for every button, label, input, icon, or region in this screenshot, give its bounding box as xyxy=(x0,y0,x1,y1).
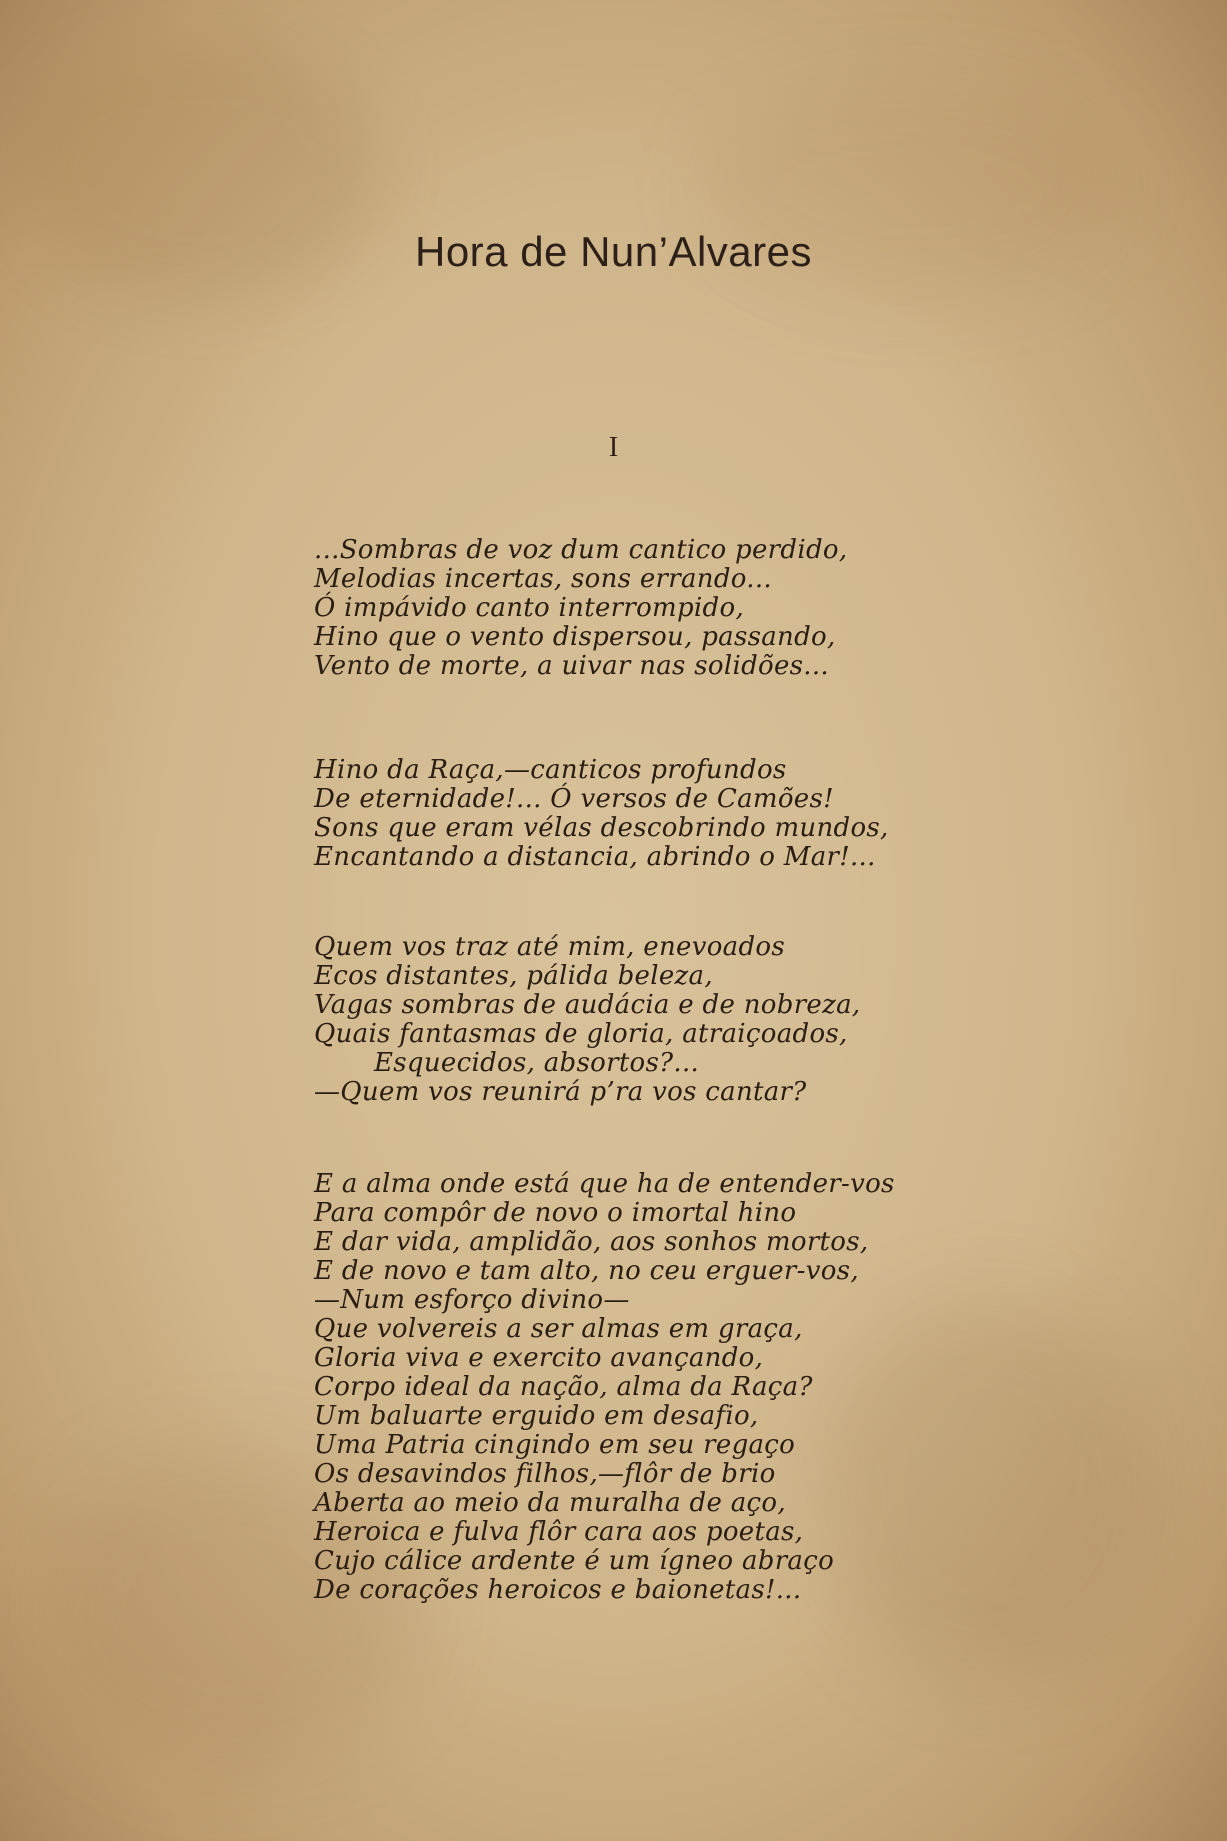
verse-line: Quais fantasmas de gloria, atraiçoados, xyxy=(314,1019,848,1049)
verse-line: ...Sombras de voz dum cantico perdido, xyxy=(314,535,848,565)
verse-line: —Num esforço divino— xyxy=(314,1285,630,1315)
verse-line: Os desavindos filhos,—flôr de brio xyxy=(314,1459,776,1489)
verse-line: Heroica e fulva flôr cara aos poetas, xyxy=(314,1517,804,1547)
verse-line: E dar vida, amplidão, aos sonhos mortos, xyxy=(314,1227,869,1257)
stanza-1 xyxy=(314,536,847,681)
verse-line-indented: Esquecidos, absortos?... xyxy=(374,1048,700,1078)
verse-line: Ó impávido canto interrompido, xyxy=(314,593,745,623)
stanza-2 xyxy=(314,756,889,872)
verse-line: Hino da Raça,—canticos profundos xyxy=(314,755,787,785)
verse-line: Uma Patria cingindo em seu regaço xyxy=(314,1430,796,1460)
verse-line: E a alma onde está que ha de entender-vos xyxy=(314,1169,895,1199)
verse-line: Para compôr de novo o imortal hino xyxy=(314,1198,797,1228)
stanza-3 xyxy=(314,933,860,1107)
verse-line: De corações heroicos e baionetas!... xyxy=(314,1575,802,1605)
verse-line: Hino que o vento dispersou, passando, xyxy=(314,622,836,652)
stanza-4 xyxy=(314,1170,895,1605)
verse-line: E de novo e tam alto, no ceu erguer-vos, xyxy=(314,1256,859,1286)
page-title: Hora de Nun’Alvares xyxy=(414,228,812,275)
verse-line: Vento de morte, a uivar nas solidões... xyxy=(314,651,829,681)
verse-line: Gloria viva e exercito avançando, xyxy=(314,1343,764,1373)
verse-line: Melodias incertas, sons errando... xyxy=(314,564,772,594)
verse-line: —Quem vos reunirá p’ra vos cantar? xyxy=(314,1077,807,1107)
verse-line: Encantando a distancia, abrindo o Mar!... xyxy=(314,842,876,872)
verse-line: Cujo cálice ardente é um ígneo abraço xyxy=(314,1546,835,1576)
verse-line: Um baluarte erguido em desafio, xyxy=(314,1401,759,1431)
verse-line: Corpo ideal da nação, alma da Raça? xyxy=(314,1372,813,1402)
verse-line: Que volvereis a ser almas em graça, xyxy=(314,1314,803,1344)
verse-line: Ecos distantes, pálida beleza, xyxy=(314,961,713,991)
verse-line: Aberta ao meio da muralha de aço, xyxy=(314,1488,786,1518)
verse-line: De eternidade!... Ó versos de Camões! xyxy=(314,784,834,814)
verse-line: Sons que eram vélas descobrindo mundos, xyxy=(314,813,889,843)
verse-line: Vagas sombras de audácia e de nobreza, xyxy=(314,990,861,1020)
section-number: I xyxy=(608,432,619,463)
verse-line: Quem vos traz até mim, enevoados xyxy=(314,932,786,962)
